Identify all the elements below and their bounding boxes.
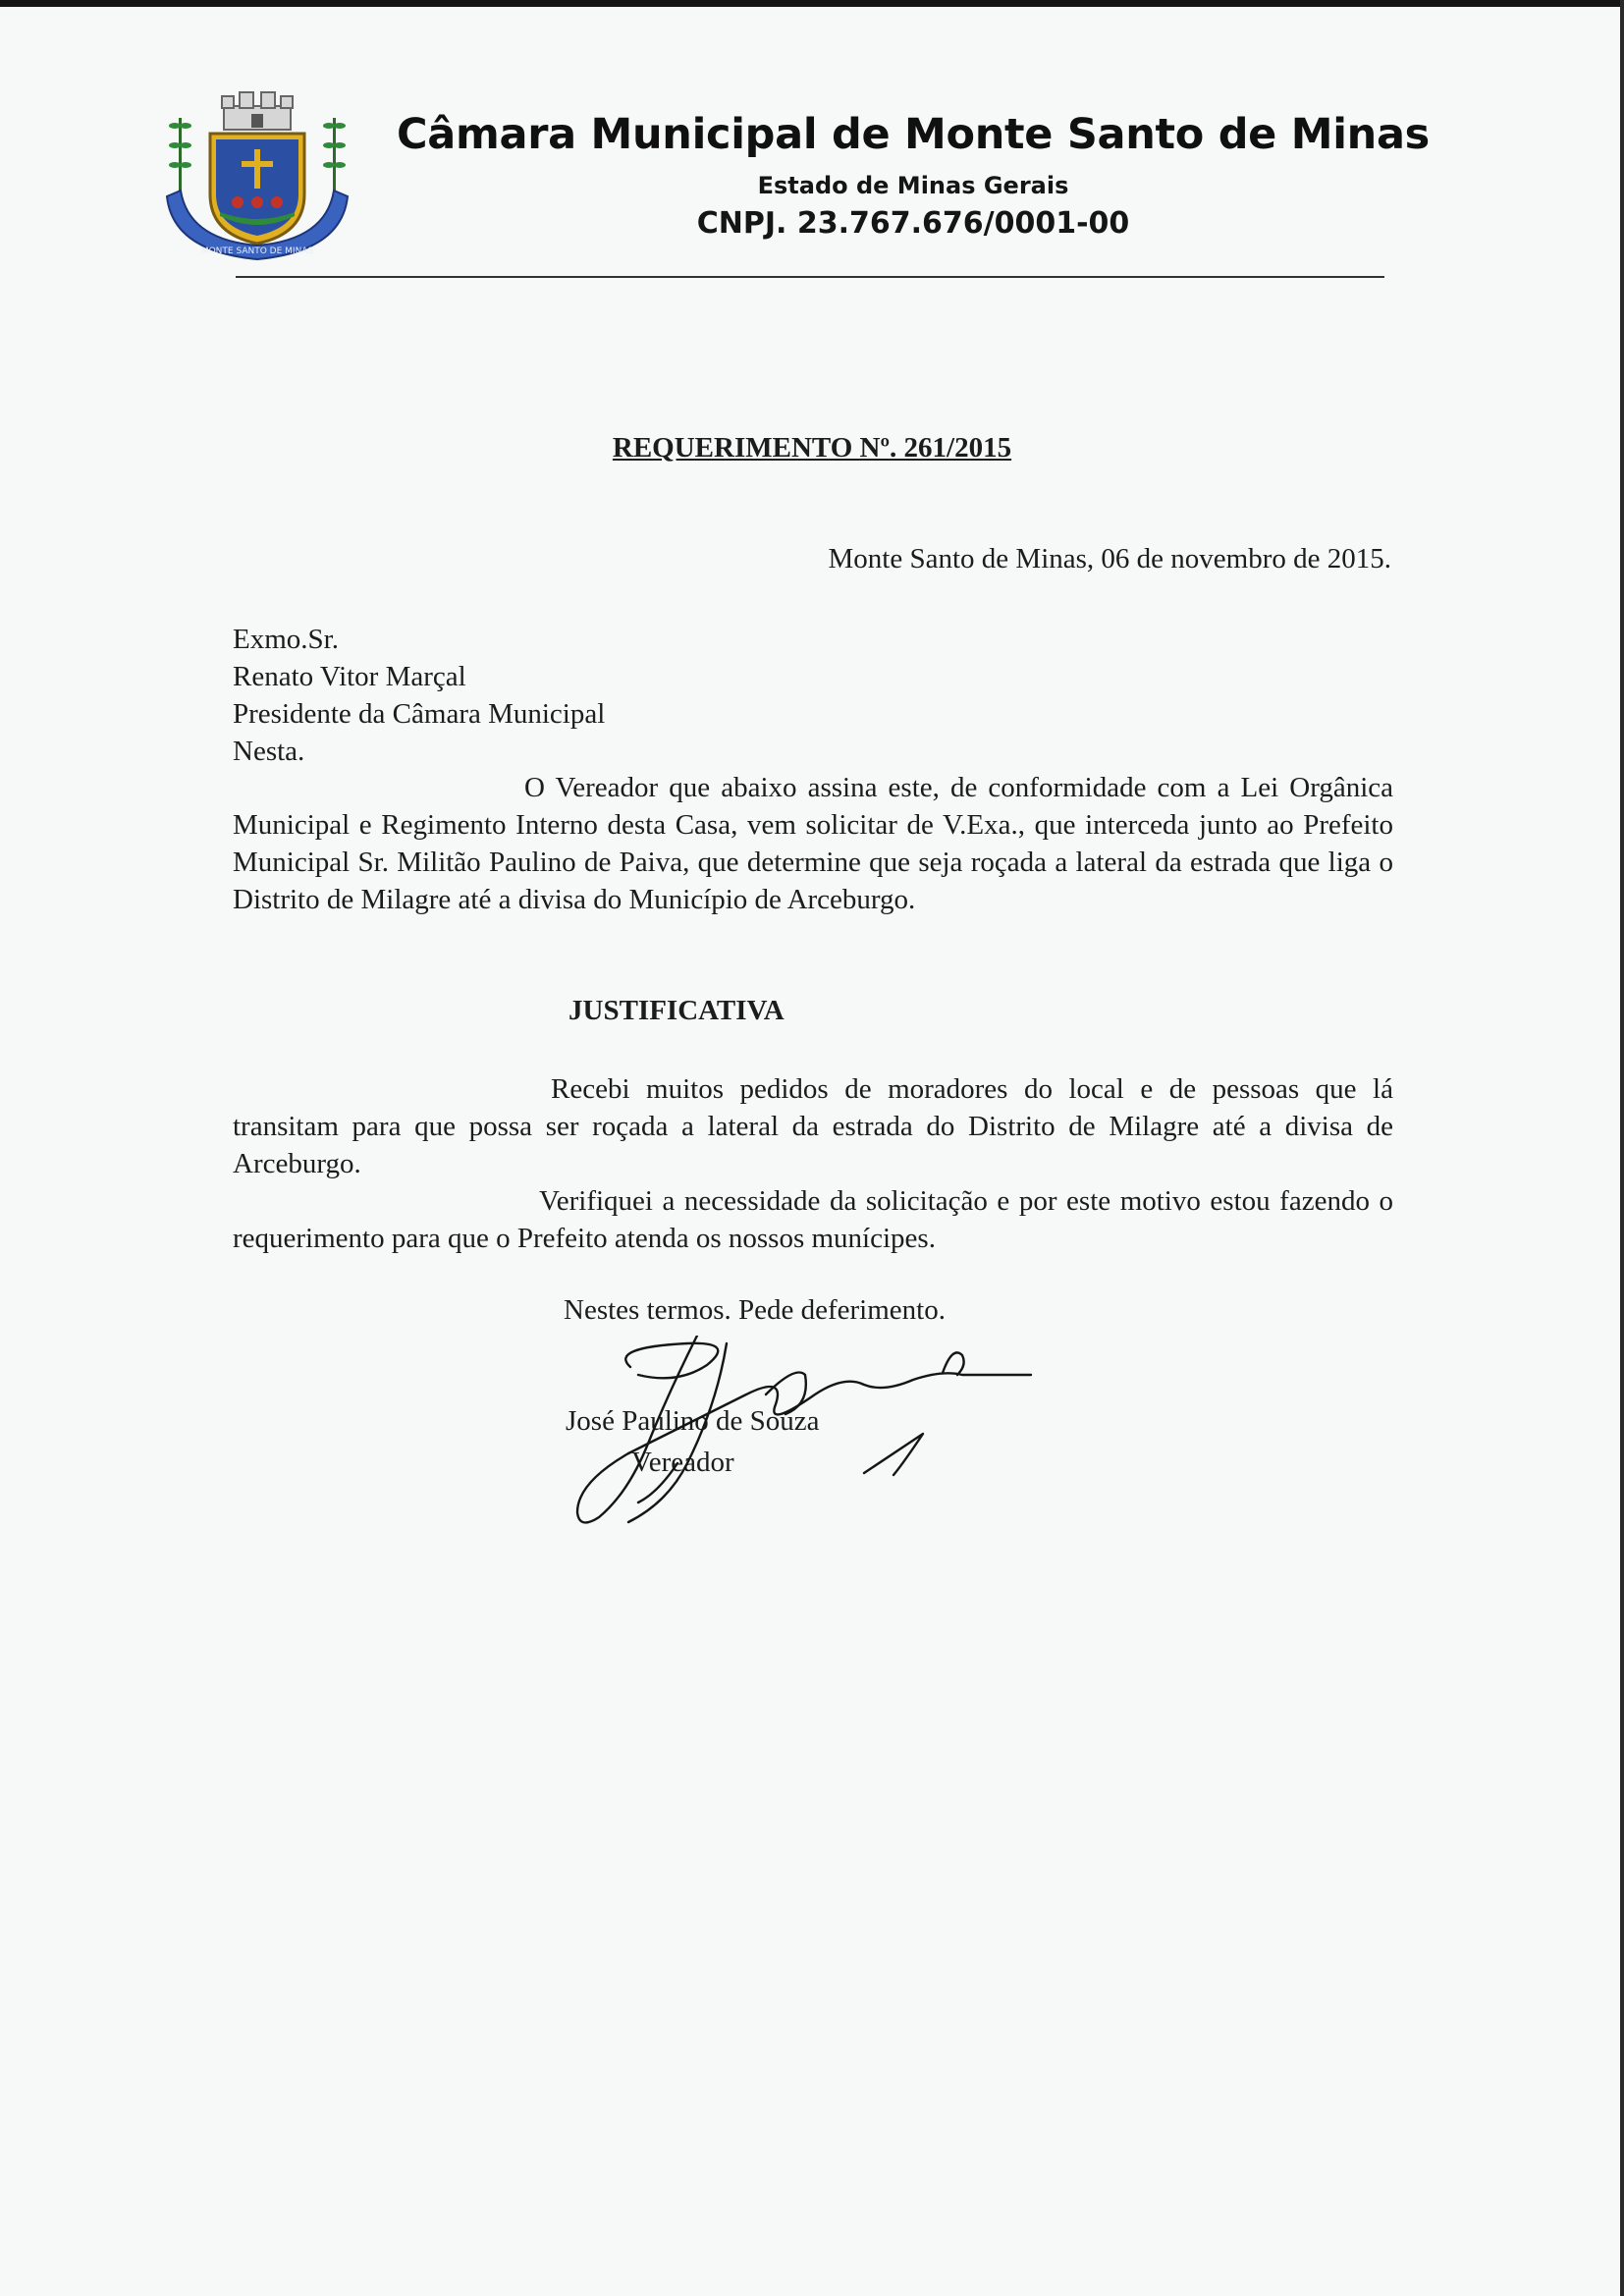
crest-crown xyxy=(222,92,293,130)
document-title: REQUERIMENTO Nº. 261/2015 xyxy=(612,432,1012,464)
justification-paragraph: Verifiquei a necessidade da solicitação e por este motivo estou fazendo o requerimento para que o Prefeito atenda os nossos munícipes. xyxy=(233,1185,1393,1254)
signer-role: Vereador xyxy=(631,1447,734,1478)
addressee-position: Presidente da Câmara Municipal xyxy=(233,698,606,730)
justification-paragraph: Recebi muitos pedidos de moradores do local e de pessoas que lá transitam para que possa ser roçada a lateral da estrada do Distrito de Milagre até a divisa de Arceburgo. xyxy=(233,1073,1393,1179)
addressee-name: Renato Vitor Marçal xyxy=(233,661,466,692)
date-line: Monte Santo de Minas, 06 de novembro de 2015. xyxy=(828,543,1391,574)
cnpj-number: CNPJ. 23.767.676/0001-00 xyxy=(696,206,1130,241)
crest-ribbon-text: MONTE SANTO DE MINAS xyxy=(200,246,314,256)
signer-name: José Paulino de Souza xyxy=(566,1405,820,1437)
municipal-crest-icon xyxy=(159,86,355,263)
state-name: Estado de Minas Gerais xyxy=(757,172,1069,199)
institution-name: Câmara Municipal de Monte Santo de Minas xyxy=(397,110,1430,159)
request-body-paragraph: O Vereador que abaixo assina este, de conformidade com a Lei Orgânica Municipal e Regimento Interno desta Casa, vem solicitar de V.Exa., que interceda junto ao Prefeito Municipal Sr. Militão Paulino de Paiva, que determine que seja roçada a lateral da estrada que liga o Distrito de Milagre até a divisa do Município de Arceburgo. xyxy=(233,772,1393,915)
handwritten-signature-icon xyxy=(569,1336,1080,1542)
addressee-block xyxy=(233,621,605,770)
crest-shield xyxy=(210,134,304,244)
page-edge-right xyxy=(1620,0,1624,2296)
closing-line: Nestes termos. Pede deferimento. xyxy=(564,1294,946,1326)
header-divider xyxy=(236,276,1384,278)
addressee-location: Nesta. xyxy=(233,736,305,767)
addressee-salutation: Exmo.Sr. xyxy=(233,624,339,655)
page-edge-top xyxy=(0,0,1624,7)
justification-heading: JUSTIFICATIVA xyxy=(568,995,785,1026)
